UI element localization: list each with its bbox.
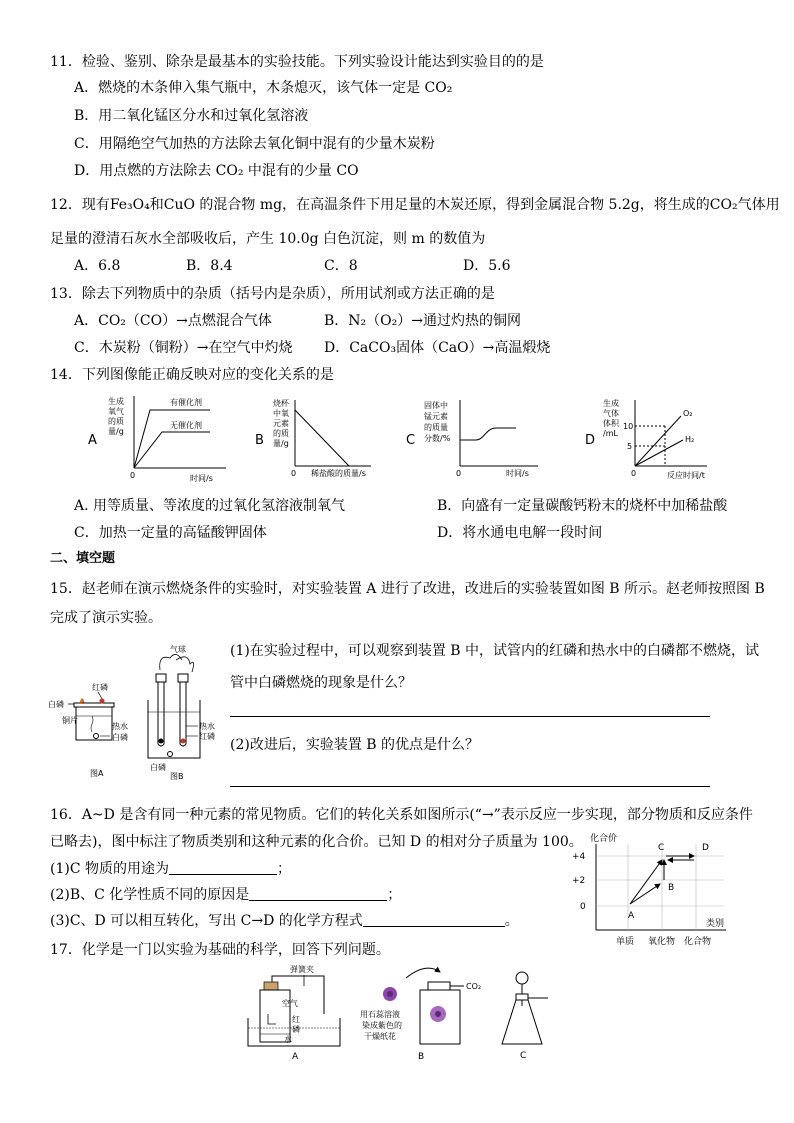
q11-stem: 11．检验、鉴别、除杂是最基本的实验技能。下列实验设计能达到实验目的的是: [50, 54, 544, 70]
q12-option-b: B．8.4: [186, 258, 233, 274]
q16-part3: (3)C、D 可以相互转化，写出 C→D 的化学方程式 。: [50, 913, 519, 929]
q16-arrow-a-b: [630, 884, 660, 904]
q16-chart-cat-2: 氧化物: [648, 937, 676, 947]
q17-stem: 17．化学是一门以实验为基础的科学，回答下列问题。: [50, 942, 390, 958]
graph-a-ylabel-3: 的质: [108, 417, 124, 426]
graph-d-ylabel-1: 生成: [603, 399, 619, 408]
q13-option-a: A．CO₂（CO）→点燃混合气体: [74, 313, 272, 329]
fig15a-flame-icon: [80, 699, 84, 703]
q14-graph-d: [583, 396, 711, 482]
q16-arrow-a-c: [630, 860, 662, 904]
q16-blank-1: [169, 874, 277, 875]
q17-figure-c: [496, 966, 556, 1062]
graph-b-xlabel: 稀盐酸的质量/s: [311, 469, 366, 478]
fig17c-flask: [502, 1000, 542, 1044]
q16-part2: (2)B、C 化学性质不同的原因是 ；: [50, 887, 402, 903]
fig15a-water-squiggle: [91, 716, 93, 732]
q14-option-d: D．将水通电电解一段时间: [437, 525, 603, 541]
fig15b-label-hotwater: 热水: [199, 722, 215, 731]
q17-figure-a: [244, 962, 344, 1062]
graph-d-ytick-5: 5: [627, 442, 633, 451]
fig17a-delivery-tube: [272, 976, 324, 1014]
fig15b-redp-tube: [181, 739, 186, 744]
graph-a-series-2: 无催化剂: [170, 421, 202, 430]
graph-b-line: [295, 410, 349, 466]
graph-b-ylabel-3: 元素: [273, 419, 289, 428]
graph-b-ylabel-2: 中氧: [273, 409, 289, 418]
graph-d-ytick-10: 10: [623, 422, 634, 431]
q12-line1: 12．现有Fe₃O₄和CuO 的混合物 mg，在高温条件下用足量的木炭还原，得到金属混合物 5.2g，将生成的CO₂气体用: [50, 197, 780, 213]
q16-valence-chart: [566, 830, 756, 950]
fig17c-stopper: [516, 994, 528, 1000]
fig17c-caption: C: [520, 1051, 527, 1061]
graph-c-ylabel-4: 分数/%: [424, 434, 451, 443]
q16-point-d: D: [702, 843, 709, 853]
fig15a-label-redp: 红磷: [92, 683, 108, 692]
q14-stem: 14．下列图像能正确反映对应的变化关系的是: [50, 367, 334, 383]
graph-a-ylabel-1: 生成: [108, 397, 124, 406]
graph-a-ylabel-4: 量/g: [108, 427, 124, 436]
fig15b-tube-left: [158, 682, 164, 746]
fig15b-beaker: [148, 700, 200, 758]
fig17b-label-1: 用石蕊溶液: [360, 1010, 400, 1019]
fig17b-label-3: 干燥纸花: [364, 1032, 396, 1041]
q15-figure-a: [48, 670, 138, 780]
q12-line2: 足量的澄清石灰水全部吸收后，产生 10.0g 白色沉淀，则 m 的数值为: [50, 231, 486, 247]
q15-line1: 15．赵老师在演示燃烧条件的实验时，对实验装置 A 进行了改进，改进后的实验装置如图 B 所示。赵老师按照图 B: [50, 581, 765, 597]
graph-c-letter: C: [406, 433, 416, 448]
graph-a-line-nocatalyst: [134, 432, 210, 468]
q11-option-c: C．用隔绝空气加热的方法除去氧化铜中混有的少量木炭粉: [74, 136, 435, 152]
graph-b-ylabel-4: 的质: [273, 429, 289, 438]
fig15b-balloon-left: [160, 654, 182, 670]
q13-option-d: D．CaCO₃固体（CaO）→高温煅烧: [324, 340, 551, 356]
graph-d-ylabel-2: 气体: [603, 409, 619, 418]
graph-d-line-h2: [635, 440, 683, 466]
fig15b-balloon-right: [176, 657, 194, 672]
q17-figure-b: [356, 962, 486, 1062]
q15-figure-b: [140, 640, 222, 780]
q16-chart-ytick-0: 0: [580, 902, 586, 912]
section-title: 二、填空题: [50, 551, 116, 566]
q16-chart-cat-3: 化合物: [684, 937, 712, 947]
graph-d-xlabel: 反应时间/t: [667, 471, 705, 480]
graph-d-ylabel-4: /mL: [603, 429, 618, 438]
fig17b-label-2: 染成紫色的: [362, 1021, 402, 1030]
q14-option-b: B．向盛有一定量碳酸钙粉末的烧杯中加稀盐酸: [437, 498, 728, 514]
q16-chart-xlabel: 类别: [706, 919, 725, 929]
fig15b-caption: 图B: [170, 772, 184, 780]
fig15b-stopper-left: [156, 674, 166, 682]
q13-stem: 13．除去下列物质中的杂质（括号内是杂质），所用试剂或方法正确的是: [50, 286, 495, 302]
fig17b-flower-center: [387, 991, 393, 997]
q13-option-b: B．N₂（O₂）→通过灼热的铜网: [324, 313, 521, 329]
q11-option-a: A．燃烧的木条伸入集气瓶中，木条熄灭，该气体一定是 CO₂: [74, 80, 453, 96]
fig17b-arrow: [406, 968, 440, 978]
q16-chart-cat-1: 单质: [616, 937, 635, 947]
fig15a-label-whitep-bottom: 白磷: [112, 733, 128, 742]
graph-d-origin: 0: [631, 469, 637, 478]
fig17b-flower-center-inside: [435, 1011, 441, 1017]
q16-point-b: B: [668, 883, 675, 893]
graph-a-line-catalyst: [134, 410, 210, 468]
fig17a-spoon: [268, 1014, 276, 1024]
q14-graph-a: [86, 392, 236, 484]
graph-c-line: [460, 428, 516, 440]
graph-d-letter: D: [585, 433, 596, 448]
graph-c-ylabel-2: 锰元素: [424, 412, 448, 421]
q16-chart-grid: [596, 844, 724, 930]
q12-option-a: A．6.8: [74, 258, 121, 274]
graph-c-ylabel-3: 的质量: [424, 423, 448, 432]
q11-option-d: D．用点燃的方法除去 CO₂ 中混有的少量 CO: [74, 163, 359, 179]
graph-c-origin: 0: [456, 469, 462, 478]
fig15b-label-balloon: 气球: [170, 645, 186, 654]
fig15a-copper-plate: [74, 703, 114, 707]
q16-chart-ytick-plus4: +4: [572, 852, 586, 862]
q14-graph-c: [404, 396, 542, 480]
graph-a-letter: A: [88, 433, 97, 448]
fig17a-label-water: 水: [284, 1035, 292, 1044]
fig15b-label-whitep: 白磷: [150, 763, 166, 772]
q16-part1: (1)C 物质的用途为 ；: [50, 861, 291, 877]
fig15a-redp: [100, 699, 105, 704]
q16-line1: 16．A~D 是含有同一种元素的常见物质。它们的转化关系如图所示(“→”表示反应一步实现，部分物质和反应条件: [50, 807, 753, 823]
q15-answer-line-1: [230, 716, 710, 717]
graph-b-ylabel-1: 烧杯: [273, 399, 289, 408]
graph-d-line-o2: [635, 416, 681, 466]
fig15a-label-whitep-top: 白磷: [48, 700, 64, 709]
graph-b-origin: 0: [291, 469, 297, 478]
q16-chart-ylabel: 化合价: [590, 834, 618, 844]
q14-graph-b: [253, 396, 375, 482]
fig17a-caption: A: [292, 1052, 299, 1062]
graph-a-series-1: 有催化剂: [170, 398, 202, 407]
q15-part1-a: (1)在实验过程中，可以观察到装置 B 中，试管内的红磷和热水中的白磷都不燃烧，试: [230, 643, 760, 659]
q16-point-c: C: [658, 843, 665, 853]
fig17b-bottle-neck: [428, 982, 450, 990]
fig17a-stopper: [264, 982, 278, 990]
graph-d-series-h2: H₂: [685, 435, 695, 444]
graph-b-letter: B: [255, 433, 264, 448]
graph-a-origin: 0: [130, 471, 136, 480]
graph-a-xlabel: 时间/s: [190, 474, 213, 483]
fig15b-tube-right: [180, 682, 186, 746]
fig17c-funnel-top: [516, 972, 528, 984]
q16-blank-3: [363, 926, 505, 927]
q11-option-b: B．用二氧化锰区分水和过氧化氢溶液: [74, 108, 309, 124]
q15-line2: 完成了演示实验。: [50, 610, 162, 626]
fig15a-label-copper: 铜片: [62, 716, 78, 725]
q16-chart-ytick-plus2: +2: [572, 876, 586, 886]
fig17a-label-air: 空气: [282, 999, 298, 1008]
fig15a-label-hotwater: 热水: [112, 722, 128, 731]
fig17b-caption: B: [418, 1052, 425, 1062]
graph-d-ylabel-3: 体积: [603, 419, 619, 428]
fig15b-stopper-right: [178, 674, 188, 682]
graph-c-ylabel-1: 固体中: [424, 401, 448, 410]
fig15a-caption: 图A: [90, 769, 104, 778]
q14-option-a: A. 用等质量、等浓度的过氧化氢溶液制氧气: [74, 498, 346, 514]
fig17a-label-p: 磷: [292, 1025, 300, 1034]
fig17b-label-co2: CO₂: [466, 982, 482, 991]
q12-option-c: C．8: [324, 258, 358, 274]
q13-option-c: C．木炭粉（铜粉）→在空气中灼烧: [74, 340, 293, 356]
q16-line2: 已略去)，图中标注了物质类别和这种元素的化合价。已知 D 的相对分子质量为 100。: [50, 834, 583, 850]
fig17a-label-clamp: 弹簧夹: [290, 965, 314, 974]
q16-point-a: A: [628, 911, 635, 921]
fig15b-whitep-tube: [159, 739, 164, 744]
q15-part1-b: 管中白磷燃烧的现象是什么？: [230, 675, 412, 691]
fig17a-label-red: 红: [292, 1015, 300, 1024]
graph-c-xlabel: 时间/s: [506, 469, 529, 478]
q15-answer-line-2: [230, 786, 710, 787]
q12-option-d: D．5.6: [463, 258, 511, 274]
graph-a-ylabel-2: 氧气: [108, 407, 124, 416]
graph-b-ylabel-5: 量/g: [273, 439, 289, 448]
fig15b-label-redp: 红磷: [199, 732, 215, 741]
fig15b-whitep-water: [168, 752, 173, 757]
q15-part2: (2)改进后，实验装置 B 的优点是什么？: [230, 737, 480, 753]
fig15a-whitep-bottom: [94, 734, 99, 739]
q16-blank-2: [249, 900, 387, 901]
graph-d-series-o2: O₂: [683, 409, 693, 418]
q14-option-c: C．加热一定量的高锰酸钾固体: [74, 525, 267, 541]
